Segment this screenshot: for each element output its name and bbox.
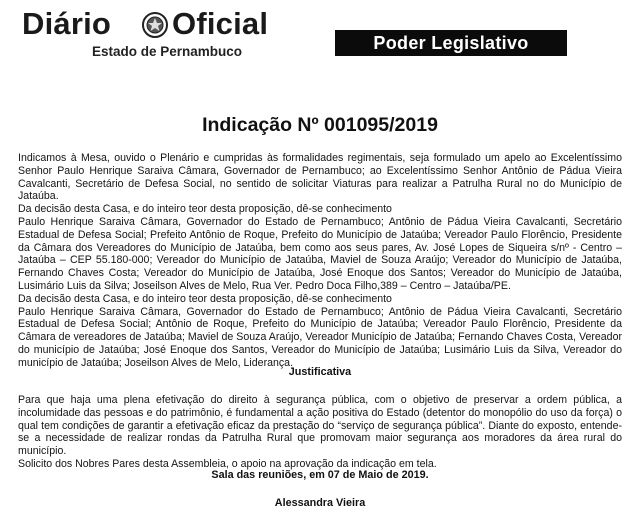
paragraph: Solicito dos Nobres Pares desta Assembleia, o apoio na aprovação da indicação em tela. xyxy=(18,457,437,470)
paragraph: Da decisão desta Casa, e do inteiro teor desta proposição, dê-se conhecimento xyxy=(18,203,392,216)
paragraph: Da decisão desta Casa, e do inteiro teor desta proposição, dê-se conhecimento xyxy=(18,292,392,305)
paragraph: Indicamos à Mesa, ouvido o Plenário e cumpridas às formalidades regimentais, seja formulado um apelo ao Excelentíssimo Senhor Paulo Henrique Saraiva Câmara, Governador de Pernambuco; ao Excelentíssimo Senhor Antônio de Pádua Vieira Cavalcanti, Secretário de Defesa Social, no sentido de solicitar Viaturas para realizar a Patrulha Rural no do Município de Jataúba. xyxy=(18,152,622,203)
section-banner: Poder Legislativo xyxy=(335,30,567,56)
document-title: Indicação Nº 001095/2019 xyxy=(202,114,438,136)
justificativa-body xyxy=(18,394,622,471)
paragraph: Paulo Henrique Saraiva Câmara, Governador do Estado de Pernambuco; Antônio de Pádua Vieira Cavalcanti, Secretário Estadual de Defesa Social; Antônio de Roque, Prefeito do Município de Jataúba; Vereador Paulo Florêncio, Presidente da Câmara de vereadores de Jataúba; Maviel de Souza Araújo, Vereador Município de Jataúba; Fernando Chaves Costa, Vereador do município de Jataúba; José Enoque dos Santos, Vereador do Município de Jataúba; Lusimário Luis da Silva, Vereador do município de Jataúba; Joseilson Alves de Melo, Liderança. xyxy=(18,305,622,369)
masthead xyxy=(22,6,322,66)
masthead-title-right: Oficial xyxy=(172,6,269,41)
justificativa-heading: Justificativa xyxy=(288,366,352,378)
masthead-subtitle: Estado de Pernambuco xyxy=(92,44,243,59)
author-signature: Alessandra Vieira xyxy=(274,497,366,509)
sala-line: Sala das reuniões, em 07 de Maio de 2019. xyxy=(211,469,429,481)
state-seal-icon xyxy=(142,12,168,38)
masthead-title-left: Diário xyxy=(22,6,112,41)
document-body xyxy=(18,152,622,370)
paragraph: Para que haja uma plena efetivação do direito à segurança pública, com o objetivo de preservar a ordem pública, a incolumidade das pessoas e do patrimônio, é fundamental a ação positiva do Estado (detentor do monopólio do uso da força) o qual tem condições de garantir a efetivação eficaz da prestação do “serviço de segurança pública”. Diante do exposto, entende-se a necessidade de realizar rondas da Patrulha Rural que promovam maior segurança aos moradores da área rural do município. xyxy=(18,394,622,458)
paragraph: Paulo Henrique Saraiva Câmara, Governador do Estado de Pernambuco; Antônio de Pádua Vieira Cavalcanti, Secretário Estadual de Defesa Social; Prefeito Antônio de Roque, Prefeito do Município de Jataúba; Vereador Paulo Florêncio, Presidente da Câmara dos Vereadores do Município de Jataúba, bem como aos seus pares, Av. José Lopes de Siqueira s/nº - Centro – Jataúba – CEP 55.180-000; Vereador do Município de Jataúba, Maviel de Souza Araújo; Vereador do Município de Jataúba, Fernando Chaves Costa; Vereador do Município de Jataúba, José Enoque dos Santos; Vereador do Município de Jataúba, Lusimário Luis da Silva; Joseilson Alves de Melo, Rua Ver. Pedro Doca Filho,389 – Centro – Jataúba/PE. xyxy=(18,215,622,292)
